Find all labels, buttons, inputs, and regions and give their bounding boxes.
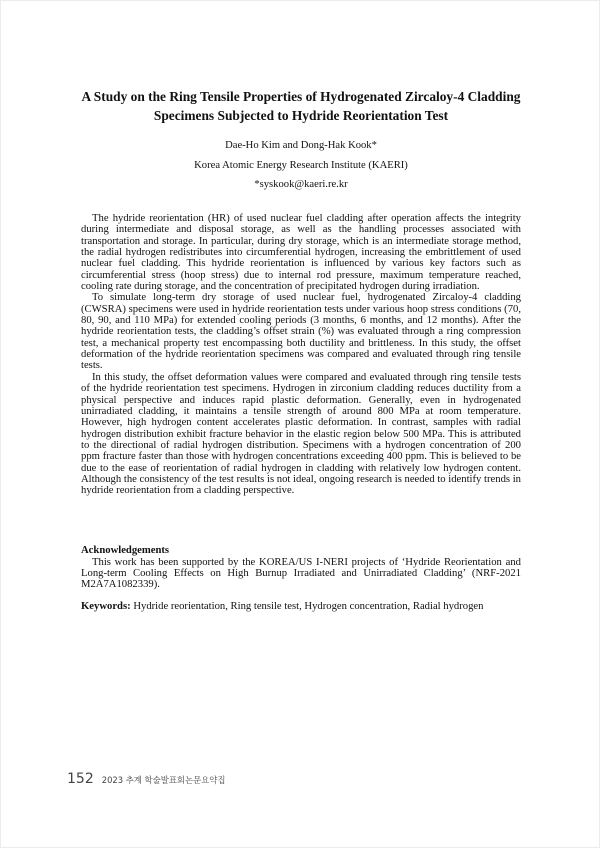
- affiliation: Korea Atomic Energy Research Institute (KAERI): [194, 160, 408, 171]
- keywords-list: Hydride reorientation, Ring tensile test, Hydrogen concentration, Radial hydrogen: [130, 601, 484, 612]
- page-number: 152: [67, 771, 94, 787]
- page-footer: [67, 771, 225, 787]
- abstract-body: [81, 213, 521, 497]
- paper-title: A Study on the Ring Tensile Properties of Hydrogenated Zircaloy-4 Cladding Specimens Subjected to Hydride Reorientation Test: [81, 89, 521, 123]
- keywords: [81, 601, 541, 612]
- acknowledgements-heading: Acknowledgements: [81, 545, 170, 556]
- keywords-label: Keywords:: [81, 601, 131, 612]
- corresponding-email: *syskook@kaeri.re.kr: [254, 179, 348, 190]
- acknowledgements-text: This work has been supported by the KOREA/US I-NERI projects of ‘Hydride Reorientation and Long-term Cooling Effects on High Burnup Irradiated and Unirradiated Cladding’ (NRF-2021 M2A7A1082339).: [81, 556, 521, 591]
- authors: Dae-Ho Kim and Dong-Hak Kook*: [225, 140, 377, 151]
- paragraph: To simulate long-term dry storage of used nuclear fuel, hydrogenated Zircaloy-4 cladding (CWSRA) specimens were used in hydride reorientation tests under various hoop stress conditions (70, 80, 90, and 110 MPa) for extended cooling periods (3 months, 6 months, and 12 months). After the hydride reorientation tests, the cladding’s offset strain (%) was evaluated through a ring compression test, a mechanical property test encompassing both ductility and brittleness. In this study, the offset deformation of the hydride reorientation specimens was compared and evaluated through ring tensile tests.: [81, 292, 521, 372]
- paragraph: In this study, the offset deformation values were compared and evaluated through ring tensile tests of the hydride reorientation test specimens. Hydrogen in zirconium cladding reduces ductility from a physical perspective and induces rapid plastic deformation. Generally, even in hydrogenated unirradiated cladding, it maintains a tensile strength of around 800 MPa at room temperature. However, high hydrogen content accelerates plastic deformation. In contrast, samples with radial hydrogen distribution exhibit fracture behavior in the elastic region below 500 MPa. This is attributed to the directional of radial hydrogen distribution. Specimens with a hydrogen concentration of 200 ppm fracture faster than those with hydrogen concentrations exceeding 400 ppm. This is believed to be due to the ease of reorientation of radial hydrogen in cladding with relatively low hydrogen content. Although the consistency of the test results is not ideal, ongoing research is needed to identify trends in hydride reorientation from a cladding perspective.: [81, 371, 521, 497]
- journal-name: 2023 추계 학술발표회논문요약집: [101, 775, 226, 785]
- paragraph: The hydride reorientation (HR) of used nuclear fuel cladding after operation affects the integrity during intermediate and disposal storage, as well as the handling processes associated with transportation and storage. In particular, during dry storage, which is an intermediate storage method, the radial hydrogen redistributes into circumferential hydrogen, increasing the embrittlement of used nuclear fuel cladding. This hydride reorientation is influenced by various key factors such as circumferential stress (hoop stress) due to internal rod pressure, maximum temperature reached, cooling rate during storage, and the concentration of precipitated hydrogen during irradiation.: [81, 213, 521, 293]
